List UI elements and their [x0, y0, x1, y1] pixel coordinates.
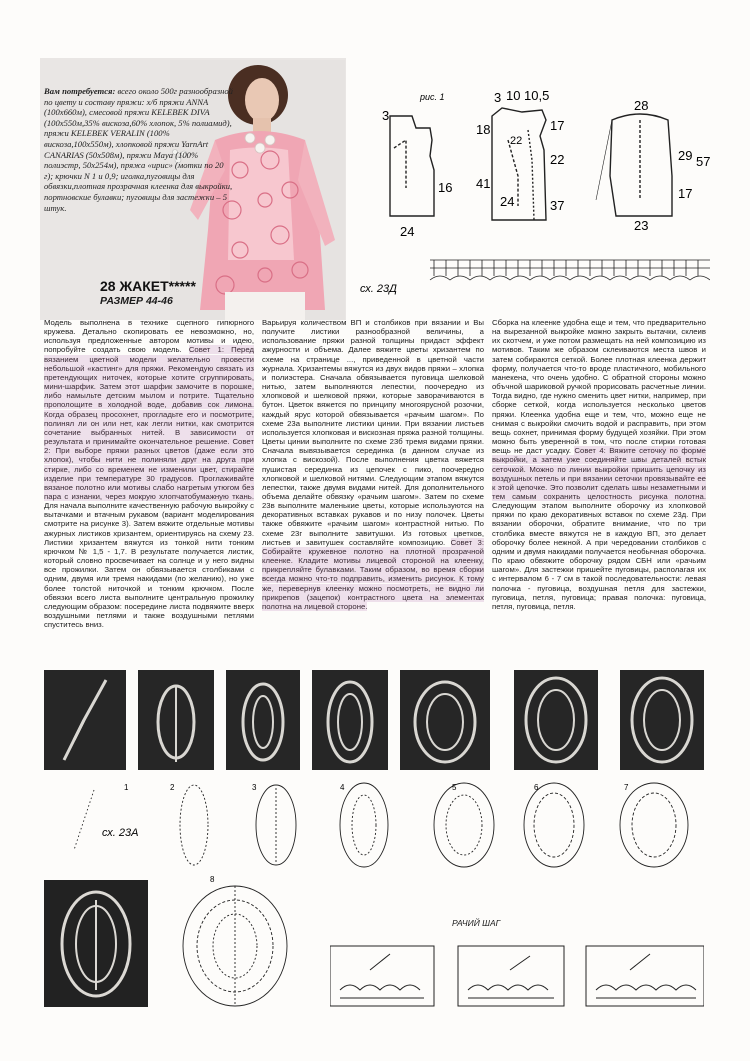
- back-dim-8: 41: [476, 176, 491, 191]
- back-dim-5: 22: [510, 135, 523, 147]
- reverse-sc-label: РАЧИЙ ШАГ: [452, 918, 501, 928]
- fig1-label: рис. 1: [420, 92, 445, 102]
- sleeve-dim-4: 17: [678, 186, 693, 201]
- back-dim-6: 17: [550, 118, 565, 133]
- materials-lead: Вам потребуется:: [44, 86, 116, 96]
- chart-num-2: 2: [170, 783, 175, 792]
- scheme-23a-label: сх. 23А: [102, 827, 139, 839]
- col3-text-2: Следующим этапом выполните оборочку из хлопковой пряжи по краю декоративных вставок по схеме 23д. При вязании оборочки, обратите внимание, что по три столбика вместе вяжутся не в каждую ВП, это делает оборочку более нежной. А при чередовании столбиков с одним и двумя накидами получается необычная оборочка. По краю обвяжите оборочку рядом СБН или «рачьим шагом». Для застежки пришейте пуговицы, располагая их с интервалом 6 - 7 см в такой последовательности: левая полочка - пуговица, воздушная петля для застежки, пуговица, петля, пуговица; правая полочка: пуговица, петля, пуговица, петля.: [492, 501, 706, 611]
- fig1-dim-1: 3: [382, 108, 390, 123]
- col1-text-2: Для начала выполните качественную рабочую выкройку с вытачками и втачным рукавом (вариант моделирования смотрите на рисунке 3). Затем вяжите отдельные мотивы ажурных листиков хризантем, ориентируясь на схему 23. Листики хризантем вяжутся из тонкой нити тонким крючком № 1,5 - 1,7. В результате получается листик, который словно просвечивает на солнце и у него видны все прожилки. Затем он обвязывается столбиками с одним, двумя или тремя накидами (по желанию), но уже более толстой ниточкой и тонким крючком. После обвязки всего листа выполните центральную прожилку следующим образом: посередине листа подвяжите вверх воздушными петлями и также воздушными петлями спуститесь вниз.: [44, 501, 254, 630]
- col3-text-1: Сборка на клеенке удобна еще и тем, что предварительно на вырезанной выкройке можно закрыть вытачки, склеив их скотчем, и уже потом размещать на ней композицию из мотивов. Таким же образом склеиваются места швов и затем собираются сеткой. Более плотная клеенка держит форму, получается что-то вроде пластичного, мобильного манекена, что очень удобно. С обратной стороны можно объчной шариковой ручкой прорисовать расчетные линии. Тогда видно, где нужно сменить цвет нитки, например, при сборке сеткой, когда используется несколько цветов пряжи. Клеенка удобна еще и тем, что, можно еще не снимая с выкройки смочить водой и расправить, при этом вещь сохнет, принимая форму будущей хозяйки. При этом можно быть уверенной в том, что после стирки готовая вещь не даст усадку.: [492, 318, 706, 456]
- back-dim-1: 3: [494, 90, 502, 105]
- pattern-diagrams: [350, 80, 710, 310]
- front-pattern-piece: [390, 116, 434, 216]
- finished-leaf-photo: [44, 880, 148, 1007]
- back-dim-10: 37: [550, 198, 565, 213]
- col1-tip-2: Совет 2: При выборе пряжи разных цветов (даже если это хлопок), чтобы нити не полиняли друг на друга при стирке, либо со временем не изменили цвет, стирайте изделие при температуре 30 градусов. Проглаживайте вязаное полотно или мотивы слабо нагретым утюгом без пара с изнанки, через мокрую хлопчатобумажную ткань.: [44, 437, 254, 501]
- chart-num-4: 4: [340, 783, 345, 792]
- sleeve-dim-5: 23: [634, 218, 649, 233]
- chart-num-1: 1: [124, 783, 129, 792]
- back-dim-7: 22: [550, 152, 565, 167]
- chart-num-6: 6: [534, 783, 539, 792]
- scheme-23a-charts: [44, 780, 704, 875]
- step-photos-strip: [44, 670, 704, 770]
- materials-text: всего около 500г разнообразной по цвету и составу пряжи: х/б пряжи ANNA (100х660м), смесовой пряжи KELEBEK DIVA (100х550м,35% вискоза,60% хлопок, 5% полиамид), пряжи KELEBEK VERALIN (100% вискоза,100х550м), хлопковой пряжи YarnArt CANARIAS (50х508м), пряжи Maya (100% полиэстр, 50х254м), пряжа «ирис» (мотки по 20 г); крючки N 1 и 0,9; иголка,пуговицы для обвязки,плотная прозрачная клеенка для выкройки, портновские булавки; пуговицы для застежки – 5 штук.: [44, 86, 233, 213]
- col1-text-1: Модель выполнена в технике сцепного гипюрного кружева. Детально скопировать ее невозможно, но, используя предложенные автором мотивы и идею, попробуйте создать свою модель.: [44, 318, 254, 355]
- col3-tip-4: Совет 4: Вяжите сеточку по форме выкройки, а затем уже соединяйте швы деталей встык сеточкой. Можно по линии выкройки пришить цепочку из воздушных петель и при вязании сеточки провязывайте ее к этой цепочке. Это позволит сделать швы незаметными и тем самым сохранить целостность рисунка полотна.: [492, 446, 706, 501]
- pattern-title: 28 ЖАКЕТ*****: [100, 278, 196, 294]
- sleeve-dim-1: 28: [634, 98, 649, 113]
- scheme-23d-chart: [430, 260, 710, 280]
- back-dim-9: 24: [500, 194, 515, 209]
- sleeve-dim-2: 29: [678, 148, 693, 163]
- text-column-3: [492, 318, 706, 611]
- sleeve-pattern-piece: [596, 114, 672, 216]
- chart-num-7: 7: [624, 783, 629, 792]
- text-column-2: [262, 318, 484, 611]
- reverse-sc-illustration: [330, 940, 704, 1010]
- back-dim-2: 10: [506, 88, 521, 103]
- back-dim-4: 18: [476, 122, 491, 137]
- chart-num-8: 8: [210, 875, 215, 884]
- col2-text-1: Варьируя количеством ВП и столбиков при вязании и Вы получите листики разнообразной величины, а использование пряжи разной толщины придаст эффект ажурности и объема. Далее вяжите цветы хризантем по схеме на странице ..., приведенной в цветной части журнала. Хризантемы вяжутся из двух видов пряжи – хлопка и полиэстера. Сначала обвязывается пуговица шелковой нитью, затем выполняются лепестки, поочередно из хлопковой и шелковой пряжи, которые заворачиваются в бутон. Цветок вяжется по принципу многоярусной розочки, каждый ярус которой обвязывается «рачьим шагом». По схеме 23а выполните листики цинии. При вязании листьев используется хлопковая и вискозная пряжа разной толщины. Цветы цинии выполните по схеме 23б тремя видами пряжи. Сначала вывязывается серединка (в данном случае из хлопка с вискозой). После выполнения цветка вяжется пушистая серединка из цепочек с пико, поочередно хлопковой и шелковой нитями. Следующим этапом вяжутся лепестки, также двумя видами нитей. Для дополнительного объема делайте обвязку «рачьим шагом». Затем по схеме 23в выполните маленькие цветы, которые используются на декоративных вставках рукавов и по низу полочек. Цветы также обвяжите «рачьим шагом» контрастной нитью. По схеме 23г выполните завитушки. Из готовых цветков, листьев и завитушек составляйте композицию.: [262, 318, 484, 547]
- scheme-23a-final-chart: [160, 872, 310, 1012]
- back-dim-3: 10,5: [524, 88, 550, 103]
- chart-num-3: 3: [252, 783, 257, 792]
- scheme-23d-label: сх. 23Д: [360, 283, 397, 295]
- fig1-dim-2: 16: [438, 180, 453, 195]
- sleeve-dim-3: 57: [696, 154, 710, 169]
- title-block: [100, 278, 196, 307]
- materials-list: [44, 86, 234, 213]
- fig1-dim-3: 24: [400, 224, 415, 239]
- col1-tip-1: Совет 1: Перед вязанием цветной модели желательно провести небольшой «кастинг» для пряжи. Рекомендую связать из претендующих ниточек, которые хотите сгруппировать, мини-шарфик. Затем этот шарфик замочите в порошке, либо намыльте детским мылом и потрите. Тщательно прополощите в холодной воде, добавив сок лимона. Когда образец просохнет, прогладьте его и посмотрите, полинял ли он или нет, как легли нитки, как смотрится сочетание выбранных нитей. В зависимости от результата и принимайте окончательное решение.: [44, 345, 254, 447]
- col2-tip-3: Совет 3: Собирайте кружевное полотно на плотной прозрачной клеенке. Кладите мотивы лицевой стороной на клеенку, прикрепляйте булавками. Таким образом, во время сборки всегда можно что-то подправить, изменить рисунок. К тому же, перевернув клеенку можно посмотреть, не видно ли прикрепов (зацепок) контрастного цвета на элементах полотна на лицевой стороне.: [262, 537, 484, 611]
- chart-num-5: 5: [452, 783, 457, 792]
- step-photos: [44, 670, 704, 770]
- pattern-size: РАЗМЕР 44-46: [100, 295, 173, 307]
- text-column-1: [44, 318, 254, 629]
